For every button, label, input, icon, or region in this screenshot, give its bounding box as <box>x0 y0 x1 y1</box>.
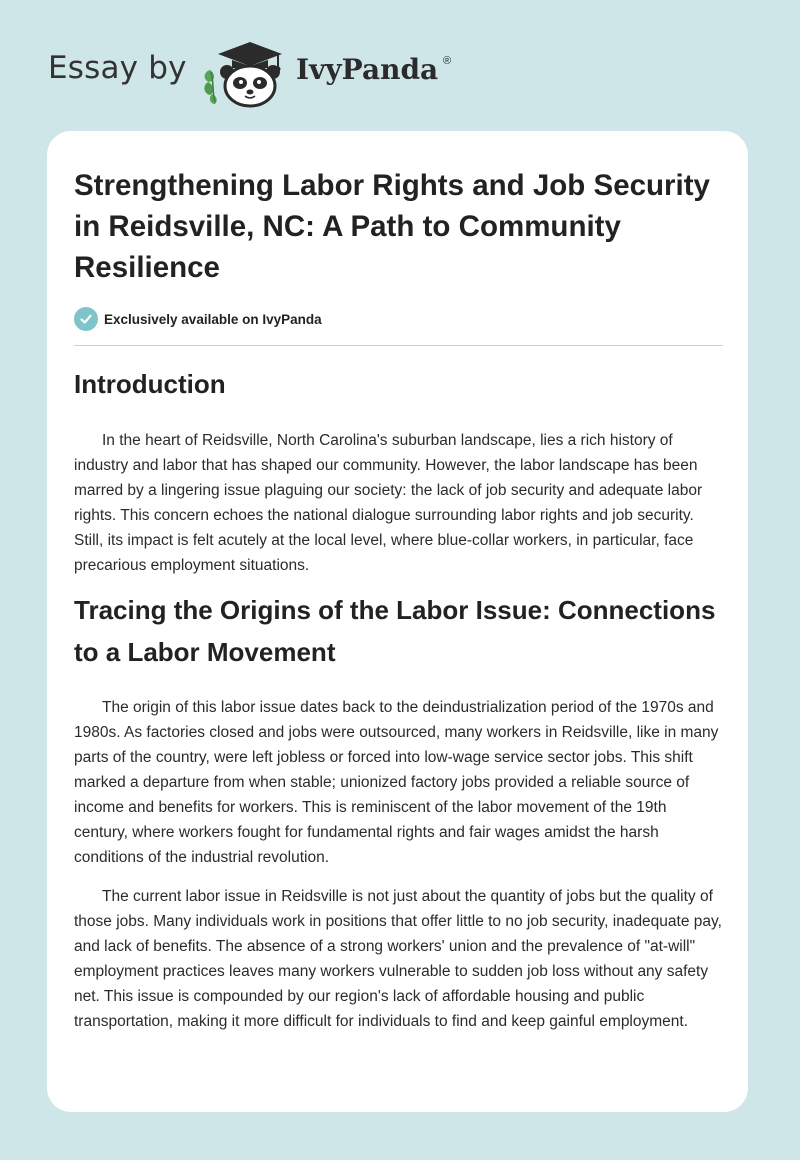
exclusive-label: Exclusively available on IvyPanda <box>104 311 322 327</box>
essay-title: Strengthening Labor Rights and Job Security in Reidsville, NC: A Path to Community Resilience <box>74 169 710 284</box>
exclusive-badge <box>74 306 322 332</box>
site-header <box>0 0 800 130</box>
ivypanda-logo-icon[interactable] <box>200 36 290 108</box>
divider <box>74 345 723 346</box>
paragraph: The origin of this labor issue dates back to the deindustrialization period of the 1970s and 1980s. As factories closed and jobs were outsourced, many workers in Reidsville, like in many parts of the country, were left jobless or forced into low-wage service sector jobs. This shift marked a departure from when stable; unionized factory jobs provided a reliable source of income and benefits for workers. This is reminiscent of the labor movement of the 19th century, where workers fought for fundamental rights and fair wages amidst the harsh conditions of the industrial revolution. <box>74 699 719 866</box>
brand-name[interactable]: IvyPanda <box>296 53 439 86</box>
paragraph: The current labor issue in Reidsville is not just about the quantity of jobs but the quality of those jobs. Many individuals work in positions that offer little to no job security, inadequate pay, and lack of benefits. The absence of a strong workers' union and the prevalence of "at-will" employment practices leaves many workers vulnerable to sudden job loss without any safety net. This issue is compounded by our region's lack of affordable housing and public transportation, making it more difficult for individuals to find and keep gainful employment. <box>74 888 722 1030</box>
registered-mark: ® <box>443 55 452 67</box>
ivy-leaf-icon <box>204 70 216 104</box>
checkmark-icon <box>74 307 98 331</box>
essay-card <box>47 131 748 1112</box>
section-heading-origins: Tracing the Origins of the Labor Issue: Connections to a Labor Movement <box>74 595 716 667</box>
section-heading-introduction: Introduction <box>74 369 226 399</box>
paragraph: In the heart of Reidsville, North Carolina's suburban landscape, lies a rich history of industry and labor that has shaped our community. However, the labor landscape has been marred by a lingering issue plaguing our society: the lack of job security and adequate labor rights. This concern echoes the national dialogue surrounding labor rights and job security. Still, its impact is felt acutely at the local level, where blue-collar workers, in particular, face precarious employment situations. <box>74 432 703 574</box>
essay-by-label: Essay by <box>48 50 187 86</box>
essay-body <box>74 365 724 1034</box>
